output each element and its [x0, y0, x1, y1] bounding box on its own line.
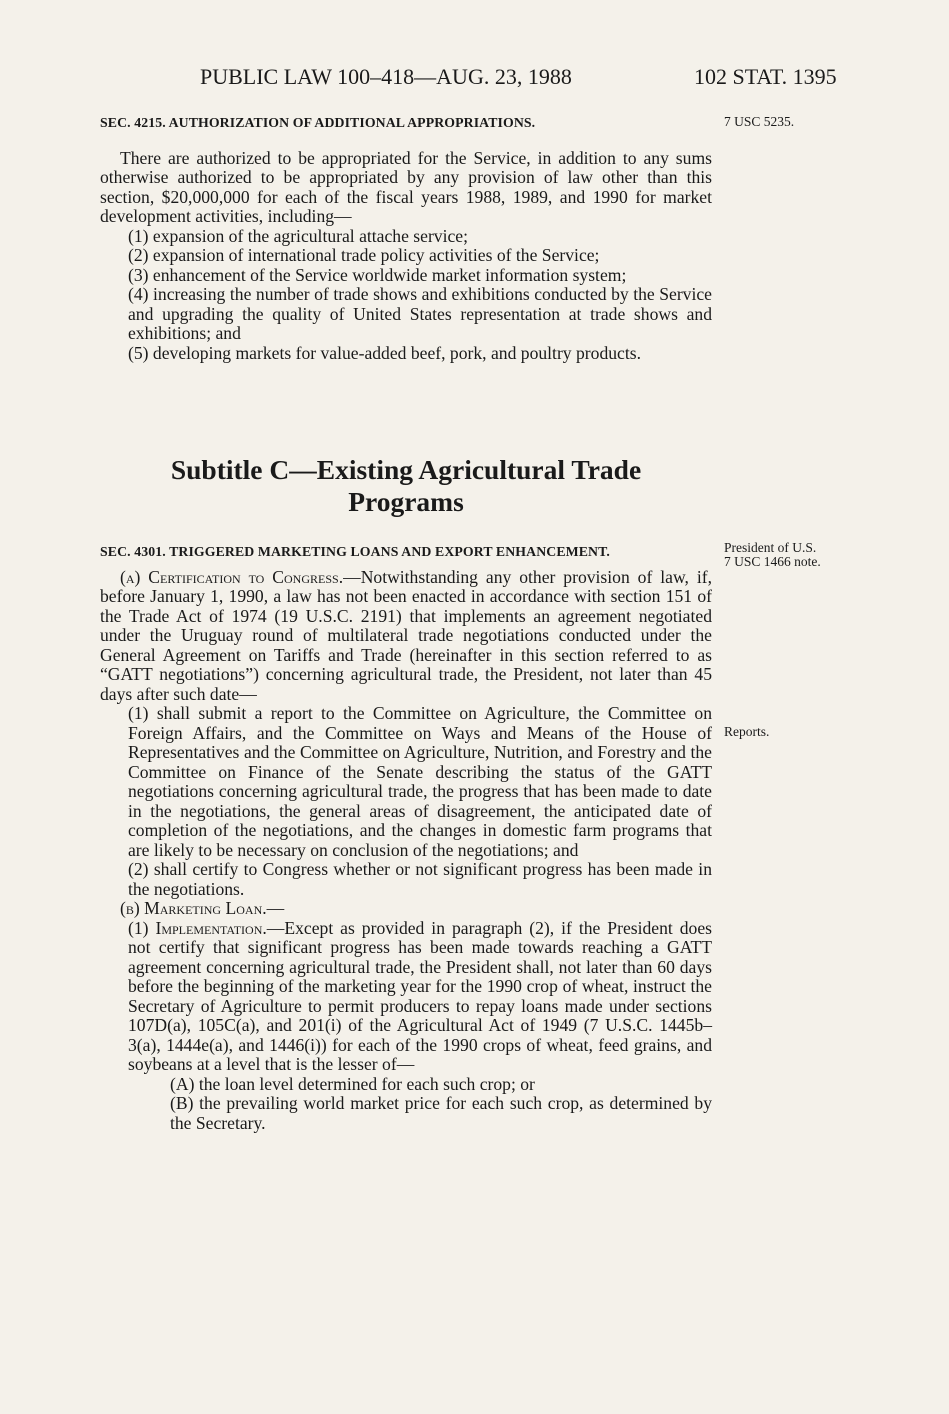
subtitle-line-2: Programs — [348, 486, 464, 517]
paragraph-b1 — [100, 919, 712, 1075]
list-item: (5) developing markets for value-added beef, pork, and poultry products. — [128, 342, 641, 363]
section-4215-heading: SEC. 4215. AUTHORIZATION OF ADDITIONAL APPROPRIATIONS. — [100, 115, 536, 130]
subsection-a-label: (a) Certification to Congress. — [120, 566, 344, 587]
margin-note-usc: 7 USC 1466 note. — [724, 554, 821, 569]
running-title: PUBLIC LAW 100–418—AUG. 23, 1988 — [200, 64, 572, 89]
subtitle-line-1: Subtitle C—Existing Agricultural Trade — [170, 454, 642, 485]
subsection-b — [100, 899, 712, 919]
clause-bB: (B) the prevailing world market price for each such crop, as determined by the Secretary. — [170, 1093, 712, 1133]
section-4301 — [100, 542, 712, 1133]
margin-note-4215: 7 USC 5235. — [724, 114, 795, 129]
statute-page-number: 102 STAT. 1395 — [694, 64, 837, 89]
clause-bA: (A) the loan level determined for each such crop; or — [170, 1073, 535, 1094]
list-item: (2) expansion of international trade policy activities of the Service; — [128, 245, 600, 265]
paragraph-b1-text: —Except as provided in paragraph (2), if the President does not certify that significant progress has been made towards reaching a GATT agreement concerning agricultural trade, the President shall, not later than 60 days before the beginning of the marketing year for the 1990 crop of wheat, instruct the Secretary of Agriculture to permit producers to repay loans made under sections 107D(a), 105C(a), and 201(i) of the Agricultural Act of 1949 (7 U.S.C. 1445b–3(a), 1444e(a), and 1446(i)) for each of the 1990 crops of wheat, feed grains, and soybeans at a level that is the lesser of— — [128, 917, 712, 1074]
section-4215 — [100, 113, 712, 363]
section-4301-heading: SEC. 4301. TRIGGERED MARKETING LOANS AND EXPORT ENHANCEMENT. — [100, 544, 610, 559]
subsection-a-text: —Notwithstanding any other provision of law, if, before January 1, 1990, a law has not been enacted in accordance with section 151 of the Trade Act of 1974 (19 U.S.C. 2191) that implements an agreement negotiated under the Uruguay round of multilateral trade negotiations conducted under the General Agreement on Tariffs and Trade (hereinafter in this section referred to as “GATT negotiations”) concerning agricultural trade, the President, not later than 45 days after such date— — [100, 566, 712, 704]
subsection-a — [100, 568, 712, 705]
list-item: (4) increasing the number of trade shows and exhibitions conducted by the Service and upgrading the quality of United States representation at trade shows and exhibitions; and — [128, 284, 712, 343]
list-item: (3) enhancement of the Service worldwide market information system; — [128, 264, 627, 285]
list-item: (1) expansion of the agricultural attache service; — [128, 225, 468, 246]
subsection-b-dash: — — [266, 898, 285, 918]
paragraph-b1-label: (1) Implementation. — [128, 917, 267, 938]
margin-note-4301 — [724, 541, 854, 569]
margin-note-reports: Reports. — [724, 724, 770, 739]
margin-note-president: President of U.S. — [724, 540, 817, 555]
subsection-b-label: (b) Marketing Loan. — [120, 898, 267, 918]
paragraph-a1: (1) shall submit a report to the Committee on Agriculture, the Committee on Foreign Affairs, and the Committee on Ways and Means of the House of Representatives and the Committee on Agriculture, Nutrition, and Forestry and the Committee on Finance of the Senate describing the status of the GATT negotiations concerning agricultural trade, the progress that has been made to date in the negotiations, the general areas of disagreement, the anticipated date of completion of the negotiations, and the changes in domestic farm programs that are likely to be necessary on conclusion of the negotiations; and — [128, 703, 712, 860]
subtitle-heading — [100, 454, 712, 518]
section-4215-intro: There are authorized to be appropriated for the Service, in addition to any sums otherwise authorized to be appropriated by any provision of law other than this section, $20,000,000 for each of the fiscal years 1988, 1989, and 1990 for market development activities, including— — [100, 147, 712, 226]
page-header — [0, 64, 949, 94]
paragraph-a2: (2) shall certify to Congress whether or not significant progress has been made in the negotiations. — [128, 859, 712, 899]
